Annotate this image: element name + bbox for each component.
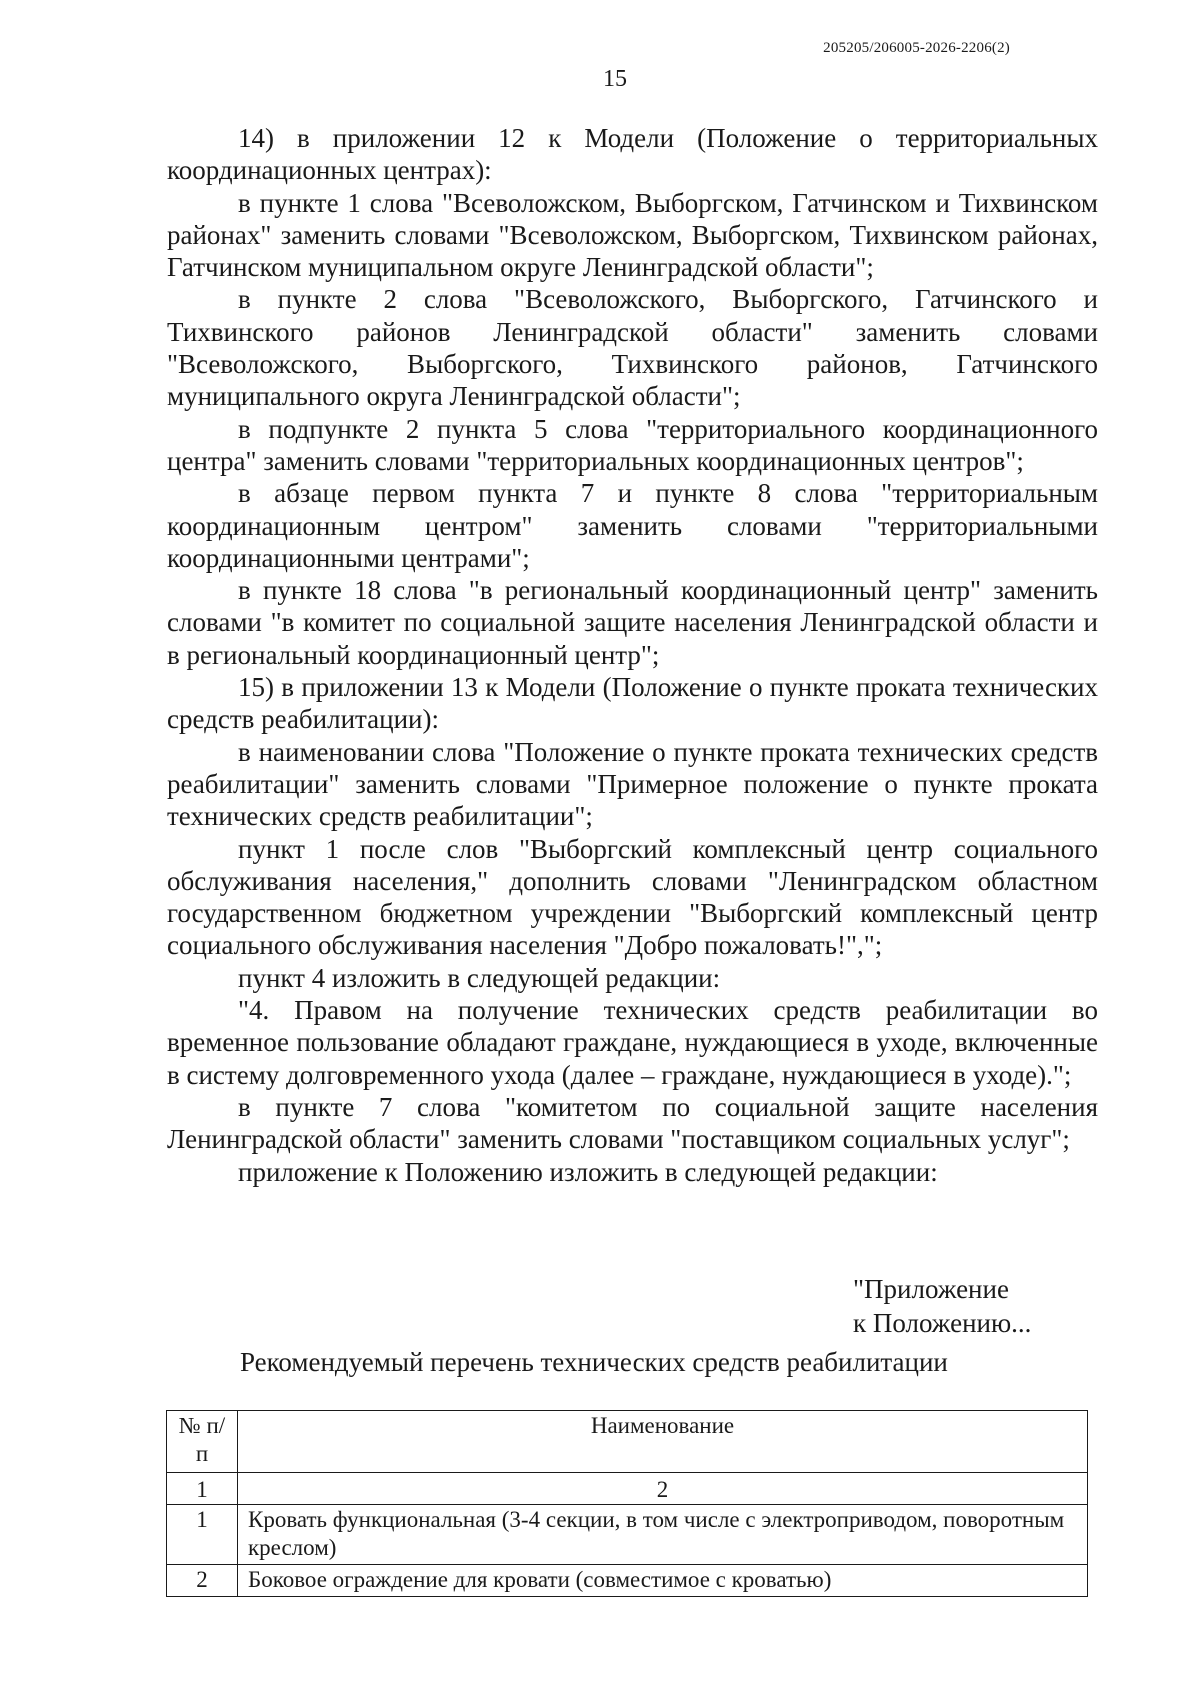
- document-code: 205205/206005-2026-2206(2): [823, 40, 1010, 56]
- row-number: 1: [167, 1505, 238, 1565]
- paragraph: пункт 4 изложить в следующей редакции:: [238, 962, 721, 993]
- paragraph: в абзаце первом пункта 7 и пункте 8 слова "территориальным координационным центром" заменить словами "территориальными координационными центрами";: [167, 478, 1098, 573]
- attachment-label-line: к Положению...: [853, 1308, 1032, 1338]
- table-header-row: [167, 1411, 1088, 1473]
- column-header-name: Наименование: [238, 1411, 1088, 1473]
- paragraph: в пункте 7 слова "комитетом по социальной защите населения Ленинградской области" заменить словами "поставщиком социальных услуг";: [167, 1091, 1098, 1155]
- row-number: 2: [167, 1565, 238, 1597]
- column-index-cell: 2: [238, 1473, 1088, 1505]
- paragraph: в пункте 18 слова "в региональный координационный центр" заменить словами "в комитет по социальной защите населения Ленинградской области и в региональный координационный центр";: [167, 575, 1098, 670]
- column-index-row: [167, 1473, 1088, 1505]
- paragraph: "4. Правом на получение технических средств реабилитации во временное пользование обладают граждане, нуждающиеся в уходе, включенные в систему долговременного ухода (далее – граждане, нуждающиеся в уходе).";: [167, 995, 1098, 1090]
- column-index-cell: 1: [167, 1473, 238, 1505]
- attachment-label: [853, 1272, 1031, 1340]
- table-row: [167, 1565, 1088, 1597]
- page-number: 15: [603, 66, 627, 92]
- paragraph: пункт 1 после слов "Выборгский комплексный центр социального обслуживания населения," дополнить словами "Ленинградском областном государственном бюджетном учреждении "Выборгский комплексный центр социального обслуживания населения "Добро пожаловать!",";: [167, 833, 1098, 961]
- row-name: Боковое ограждение для кровати (совместимое с кроватью): [238, 1565, 1088, 1597]
- table-row: [167, 1505, 1088, 1565]
- paragraph: 15) в приложении 13 к Модели (Положение о пункте проката технических средств реабилитации):: [167, 672, 1098, 735]
- paragraph: 14) в приложении 12 к Модели (Положение о территориальных координационных центрах):: [167, 123, 1098, 186]
- column-header-number: № п/п: [167, 1411, 238, 1473]
- document-body: [167, 122, 1098, 1188]
- paragraph: в подпункте 2 пункта 5 слова "территориального координационного центра" заменить словами "территориальных координационных центров";: [167, 413, 1098, 476]
- paragraph: в пункте 1 слова "Всеволожском, Выборгском, Гатчинском и Тихвинском районах" заменить словами "Всеволожском, Выборгском, Тихвинском районах, Гатчинском муниципальном округе Ленинградской области";: [167, 187, 1098, 283]
- table-title: Рекомендуемый перечень технических средств реабилитации: [240, 1347, 948, 1377]
- attachment-label-line: "Приложение: [853, 1274, 1009, 1304]
- paragraph: в наименовании слова "Положение о пункте проката технических средств реабилитации" заменить словами "Примерное положение о пункте проката технических средств реабилитации";: [167, 736, 1098, 832]
- rehab-equipment-table: [166, 1410, 1088, 1597]
- row-name: Кровать функциональная (3-4 секции, в том числе с электроприводом, поворотным креслом): [238, 1505, 1088, 1565]
- paragraph: в пункте 2 слова "Всеволожского, Выборгского, Гатчинского и Тихвинского районов Ленинградской области" заменить словами "Всеволожского, Выборгского, Тихвинского районов, Гатчинского муниципального округа Ленинградской области";: [167, 284, 1098, 412]
- paragraph: приложение к Положению изложить в следующей редакции:: [238, 1156, 938, 1187]
